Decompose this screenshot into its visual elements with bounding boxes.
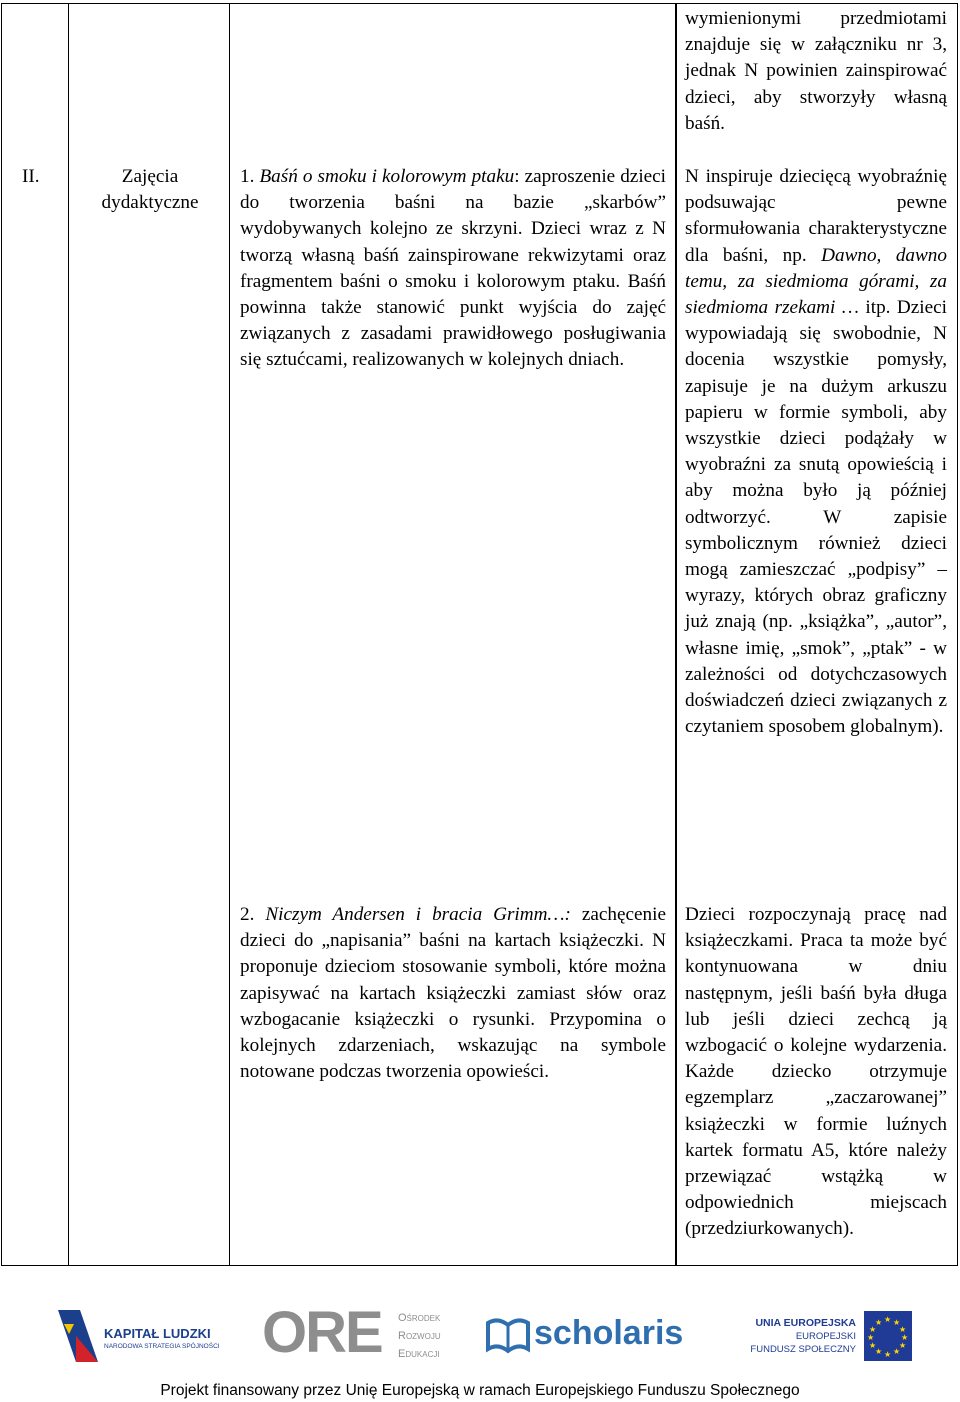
notes-top: wymienionymi przedmiotami znajduje się w załączniku nr 3, jednak N powinien zainspirować dzieci, aby stworzyły własną baśń. bbox=[685, 8, 947, 134]
notes-bottom: Dzieci rozpoczynają pracę nad książeczkami. Praca ta może być kontynuowana w dniu następnym, jeśli baśń była długa lub jeśli dzieci zechcą ją wzbogacić o kolejne wydarzenia. Każde dziecko otrzymuje egzemplarz „zaczarowanej” książeczki w formie luźnych kartek formatu A5, które należy przewiązać wstążką w odpowiednich miejscach (przedziurkowanych). bbox=[685, 904, 947, 1240]
ore-mark: ORE bbox=[262, 1300, 382, 1365]
notes-middle bbox=[685, 164, 947, 740]
activity-2-body: zachęcenie dzieci do „napisania” baśni na kartach książeczki. N proponuje dzieciom stosowanie symboli, które można zapisywać na kartach książeczki zamiast słów oraz wzbogacanie książeczki o rysunki. Przypomina o kolejnych zdarzeniach, wskazując na symbole notowane podczas tworzenia opowieści. bbox=[240, 904, 666, 1083]
eu-line-3: FUNDUSZ SPOŁECZNY bbox=[750, 1344, 856, 1355]
eu-line-2: EUROPEJSKI bbox=[795, 1331, 856, 1342]
activity-2 bbox=[240, 902, 666, 1085]
footer-caption: Projekt finansowany przez Unię Europejską w ramach Europejskiego Funduszu Społecznego bbox=[160, 1382, 800, 1399]
eu-flag-icon: ★ ★ ★ ★ ★ ★ ★ ★ ★ ★ ★ ★ bbox=[864, 1311, 912, 1361]
notes-middle-italic: Dawno, dawno temu, za siedmioma górami, za siedmioma rzekami … bbox=[685, 244, 947, 319]
eu-logo-text bbox=[700, 1316, 856, 1360]
kapital-ludzki-subtitle: NARODOWA STRATEGIA SPÓJNOŚCI bbox=[104, 1343, 220, 1350]
activity-2-title: Niczym Andersen i bracia Grimm…: bbox=[265, 904, 571, 925]
ore-line-2: Rozwoju bbox=[398, 1330, 441, 1342]
column-divider bbox=[676, 4, 677, 1265]
kapital-ludzki-emblem bbox=[58, 1310, 98, 1362]
ore-line-3: Edukacji bbox=[398, 1348, 440, 1360]
activity-1 bbox=[240, 164, 666, 374]
activity-1-body: zaproszenie dzieci do tworzenia baśni na bazie „skarbów” wydobywanych kolejno ze skrzyni. Dzieci wraz z N tworzą własną baśń zainspirowane rekwizytami oraz fragmentem baśni o smoku i kolorowym ptaku. Baśń powinna także stanowić punkt wyjścia do zajęć związanych z zasadami prawidłowego posługiwania się sztućcami, realizowanych w kolejnych dniach. bbox=[240, 166, 667, 371]
ore-line-1: Ośrodek bbox=[398, 1312, 441, 1324]
scholaris-logo bbox=[484, 1313, 684, 1359]
activity-1-colon: : bbox=[514, 166, 520, 187]
column-divider bbox=[68, 4, 69, 1265]
scholaris-wordmark: scholaris bbox=[534, 1314, 684, 1352]
eu-line-1: UNIA EUROPEJSKA bbox=[755, 1317, 856, 1329]
notes-middle-part1: N inspiruje dziecięcą wyobraźnię podsuwając pewne sformułowania charakterystyczne dla baśni, np. bbox=[685, 166, 947, 266]
book-icon bbox=[484, 1315, 532, 1355]
kapital-ludzki-logo bbox=[58, 1310, 228, 1366]
activity-1-number: 1. bbox=[240, 166, 260, 187]
kapital-ludzki-title: KAPITAŁ LUDZKI bbox=[104, 1326, 211, 1341]
row-number: II. bbox=[22, 166, 40, 187]
activity-1-title: Baśń o smoku i kolorowym ptaku bbox=[259, 166, 515, 187]
ore-logo bbox=[262, 1300, 462, 1368]
notes-middle-part2: itp. Dzieci wypowiadają się swobodnie, N docenia wszystkie pomysły, zapisuje je na dużym arkuszu papieru w formie symboli, aby wszystkie dzieci podążały w wyobraźni za snutą opowieścią i aby można było ją później odtworzyć. W zapisie symbolicznym również dzieci mogą zamieszczać „podpisy” – wyrazy, których obraz graficzny już znają (np. „książka”, „autor”, własne imię, „smok”, „ptak” - w zależności od dotychczasowych doświadczeń dzieci związanych z czytaniem sposobem globalnym). bbox=[685, 297, 948, 738]
activity-2-number: 2. bbox=[240, 904, 266, 925]
lesson-table bbox=[1, 3, 958, 1266]
section-title: Zajęcia dydaktyczne bbox=[101, 166, 199, 214]
column-divider bbox=[229, 4, 230, 1265]
